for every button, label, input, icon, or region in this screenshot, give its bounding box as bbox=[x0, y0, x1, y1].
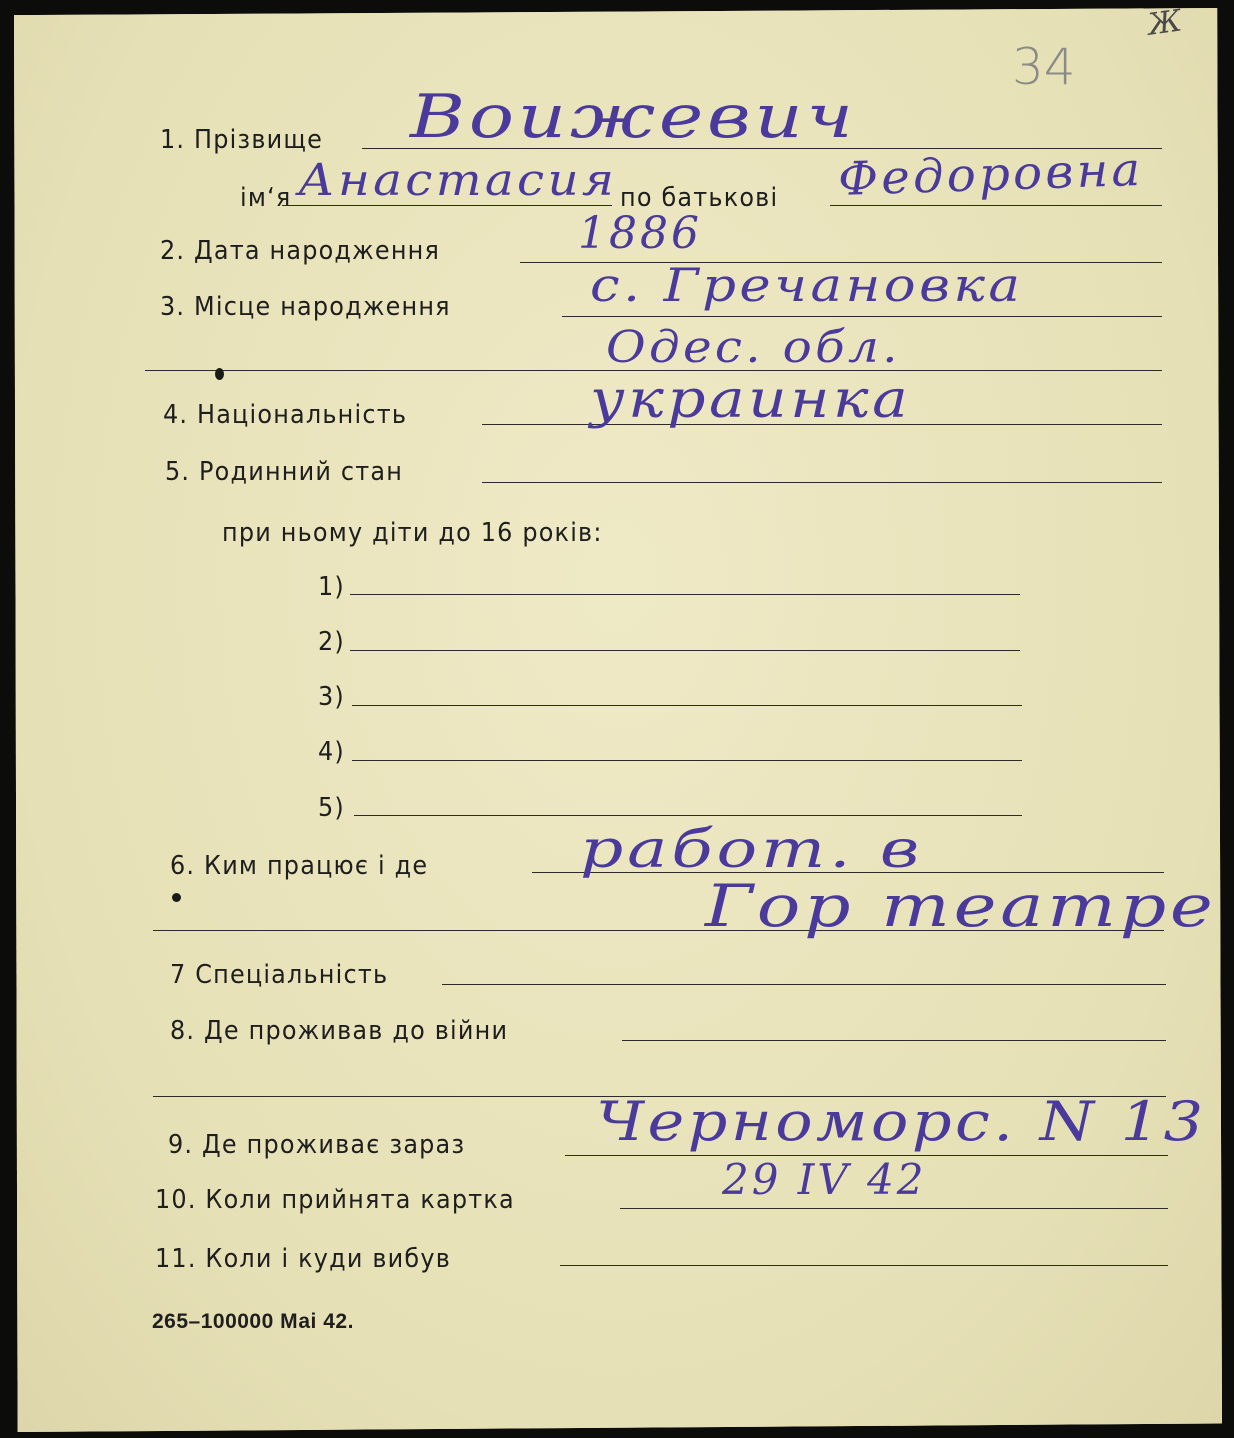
patronymic-label: по батькові bbox=[620, 183, 779, 213]
birth-place-line-1 bbox=[562, 316, 1162, 317]
name-label: ім‘я bbox=[240, 183, 292, 213]
occupation-value-line-1: работ. в bbox=[580, 820, 924, 880]
child-4-label: 4) bbox=[318, 737, 345, 767]
child-3-line bbox=[352, 705, 1022, 706]
card-accepted-label: 10. Коли прийнята картка bbox=[155, 1185, 515, 1215]
patronymic-line bbox=[830, 205, 1162, 206]
occupation-value-line-2: Гор театре bbox=[705, 872, 1217, 940]
surname-label: 1. Прізвище bbox=[160, 125, 324, 155]
patronymic-value: Федоровна bbox=[837, 141, 1145, 206]
child-4-line bbox=[352, 760, 1022, 761]
name-value: Анастасия bbox=[298, 155, 618, 206]
card-accepted-line bbox=[620, 1208, 1168, 1209]
surname-value: Воижевич bbox=[410, 82, 857, 152]
child-3-label: 3) bbox=[318, 682, 345, 712]
corner-mark: Ж bbox=[1145, 3, 1187, 43]
nationality-label: 4. Національність bbox=[163, 400, 408, 430]
child-1-label: 1) bbox=[318, 572, 345, 602]
birth-place-value-line-1: с. Гречановка bbox=[590, 258, 1024, 312]
family-status-label: 5. Родинний стан bbox=[165, 457, 404, 487]
birth-date-value: 1886 bbox=[578, 208, 702, 259]
child-2-line bbox=[350, 650, 1020, 651]
birth-date-label: 2. Дата народження bbox=[160, 236, 441, 266]
card-accepted-value: 29 IV 42 bbox=[722, 1155, 927, 1204]
current-residence-label: 9. Де проживає зараз bbox=[168, 1130, 466, 1160]
nationality-value: украинка bbox=[590, 370, 912, 430]
child-5-label: 5) bbox=[318, 793, 345, 823]
children-label: при ньому діти до 16 років: bbox=[222, 518, 603, 548]
ink-speck bbox=[215, 368, 224, 380]
family-status-line bbox=[482, 482, 1162, 483]
print-code: 265–100000 Маі 42. bbox=[152, 1310, 354, 1333]
specialty-label: 7 Спеціальність bbox=[170, 960, 389, 990]
ink-speck bbox=[172, 893, 181, 902]
archive-number: 34 bbox=[1012, 38, 1076, 96]
specialty-line bbox=[442, 984, 1166, 985]
departure-label: 11. Коли і куди вибув bbox=[155, 1244, 452, 1274]
prewar-residence-label: 8. Де проживав до війни bbox=[170, 1016, 509, 1046]
occupation-label: 6. Ким працює і де bbox=[170, 851, 429, 881]
current-residence-value: Черноморс. N 13 bbox=[596, 1090, 1207, 1153]
child-2-label: 2) bbox=[318, 627, 345, 657]
departure-line bbox=[560, 1265, 1168, 1266]
child-1-line bbox=[350, 594, 1020, 595]
prewar-residence-line-1 bbox=[622, 1040, 1166, 1041]
birth-place-label: 3. Місце народження bbox=[160, 292, 451, 322]
child-5-line bbox=[354, 815, 1022, 816]
birth-place-value-line-2: Одес. обл. bbox=[606, 322, 901, 373]
